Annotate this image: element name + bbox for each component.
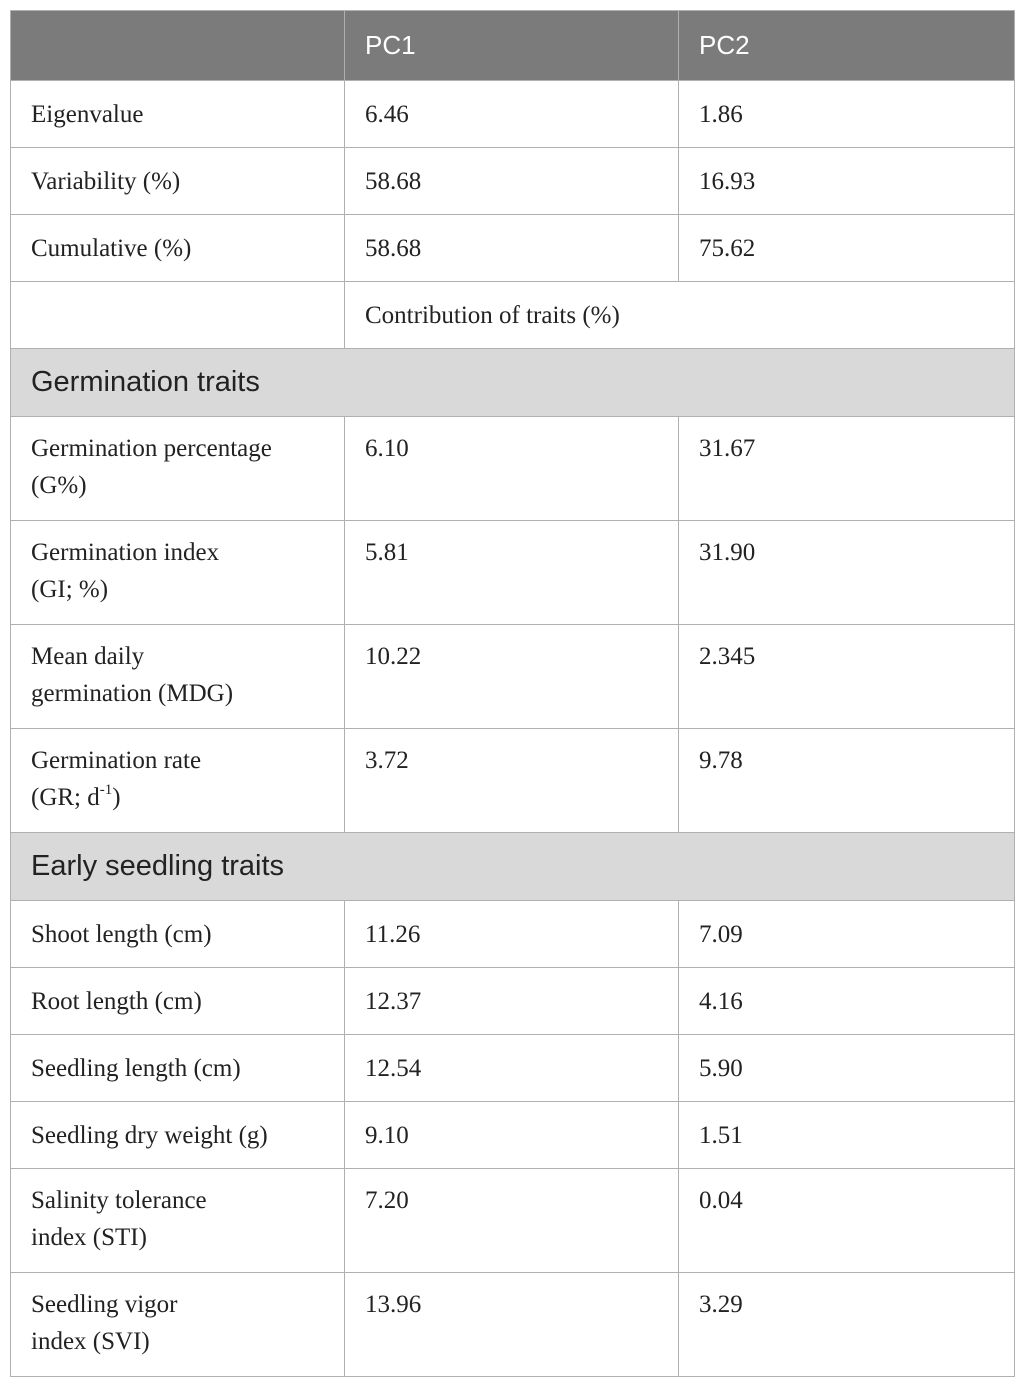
table-row <box>11 1273 1015 1377</box>
pc2-value: 2.345 <box>679 625 1015 729</box>
contribution-label: Contribution of traits (%) <box>345 282 1015 349</box>
row-label <box>11 729 345 833</box>
header-row <box>11 11 1015 81</box>
pca-table <box>10 10 1015 1377</box>
table-row <box>11 148 1015 215</box>
row-label <box>11 521 345 625</box>
superscript: -1 <box>99 782 113 798</box>
table-row <box>11 215 1015 282</box>
pc2-value: 75.62 <box>679 215 1015 282</box>
pc1-value: 12.37 <box>345 968 679 1035</box>
pc2-value: 1.51 <box>679 1102 1015 1169</box>
table-row <box>11 81 1015 148</box>
pc2-value: 5.90 <box>679 1035 1015 1102</box>
row-label: Seedling length (cm) <box>11 1035 345 1102</box>
pc2-value: 7.09 <box>679 901 1015 968</box>
row-label <box>11 1273 345 1377</box>
pc2-value: 31.67 <box>679 417 1015 521</box>
pc1-value: 3.72 <box>345 729 679 833</box>
label-line-2: index (SVI) <box>31 1328 150 1355</box>
pc2-value: 0.04 <box>679 1169 1015 1273</box>
pc1-value: 12.54 <box>345 1035 679 1102</box>
pc1-value: 9.10 <box>345 1102 679 1169</box>
table-row <box>11 1169 1015 1273</box>
table-row <box>11 901 1015 968</box>
table-row <box>11 968 1015 1035</box>
pc2-value: 1.86 <box>679 81 1015 148</box>
table-row <box>11 1102 1015 1169</box>
label-line-2: (G%) <box>31 472 87 499</box>
table-row <box>11 625 1015 729</box>
table-row <box>11 729 1015 833</box>
row-label <box>11 1169 345 1273</box>
label-line-1: Germination percentage <box>31 435 272 462</box>
section-header-germination <box>11 349 1015 417</box>
table-row <box>11 1035 1015 1102</box>
row-label: Eigenvalue <box>11 81 345 148</box>
section-header-seedling <box>11 833 1015 901</box>
pc2-value: 4.16 <box>679 968 1015 1035</box>
header-pc1: PC1 <box>345 11 679 81</box>
label-line-1: Mean daily <box>31 643 145 670</box>
pc2-value: 9.78 <box>679 729 1015 833</box>
row-label: Variability (%) <box>11 148 345 215</box>
row-label: Seedling dry weight (g) <box>11 1102 345 1169</box>
pc1-value: 7.20 <box>345 1169 679 1273</box>
label-line-1: Salinity tolerance <box>31 1187 207 1214</box>
contribution-row <box>11 282 1015 349</box>
row-label: Cumulative (%) <box>11 215 345 282</box>
label-line-1: Germination rate <box>31 747 202 774</box>
header-blank-cell <box>11 11 345 81</box>
pc2-value: 31.90 <box>679 521 1015 625</box>
pc1-value: 6.46 <box>345 81 679 148</box>
pc1-value: 58.68 <box>345 148 679 215</box>
label-line-1: Seedling vigor <box>31 1291 178 1318</box>
label-line-2: (GR; d <box>31 784 100 811</box>
table-row <box>11 417 1015 521</box>
label-line-2: index (STI) <box>31 1224 147 1251</box>
label-close: ) <box>112 784 121 811</box>
label-line-1: Germination index <box>31 539 220 566</box>
header-pc2: PC2 <box>679 11 1015 81</box>
section-title: Early seedling traits <box>11 833 1015 901</box>
table-row <box>11 521 1015 625</box>
row-label <box>11 417 345 521</box>
label-line-2: germination (MDG) <box>31 680 234 707</box>
empty-cell <box>11 282 345 349</box>
pc1-value: 6.10 <box>345 417 679 521</box>
pc1-value: 5.81 <box>345 521 679 625</box>
pc1-value: 13.96 <box>345 1273 679 1377</box>
pc2-value: 16.93 <box>679 148 1015 215</box>
pc2-value: 3.29 <box>679 1273 1015 1377</box>
label-line-2: (GI; %) <box>31 576 109 603</box>
section-title: Germination traits <box>11 349 1015 417</box>
pc1-value: 11.26 <box>345 901 679 968</box>
row-label <box>11 625 345 729</box>
pc1-value: 10.22 <box>345 625 679 729</box>
row-label: Shoot length (cm) <box>11 901 345 968</box>
row-label: Root length (cm) <box>11 968 345 1035</box>
pc1-value: 58.68 <box>345 215 679 282</box>
